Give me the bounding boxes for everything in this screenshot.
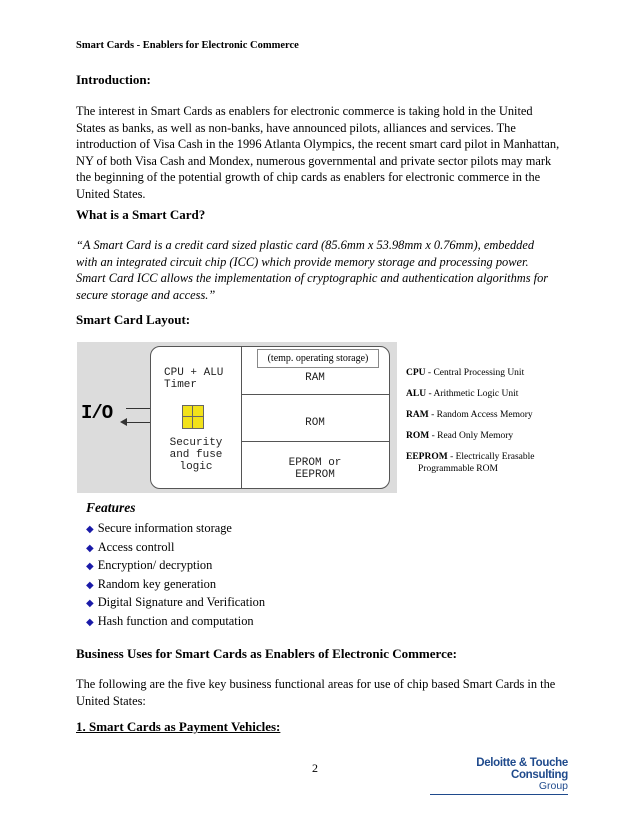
legend-text: - Random Access Memory [428,410,533,420]
intro-line: NY of both Visa Cash and Mondex, numerous governmental and private sector pilots may mark [76,153,552,168]
feature-text: Digital Signature and Verification [97,595,266,610]
business-line: United States: [76,693,146,708]
legend-abbr: RAM [406,410,429,420]
business-line: The following are the five key business functional areas for use of chip based Smart Cards in the [76,677,556,691]
diamond-bullet-icon: ◆ [86,616,94,628]
legend-text: - Read Only Memory [429,431,514,441]
what-heading: What is a Smart Card? [76,207,206,222]
diamond-bullet-icon: ◆ [86,542,94,554]
feature-text: Encryption/ decryption [97,558,213,573]
security-label [167,437,225,473]
feature-text: Secure information storage [97,521,232,535]
intro-heading: Introduction: [76,72,151,87]
quote-line: “A Smart Card is a credit card sized plastic card (85.6mm x 53.98mm x 0.76mm), embedded [76,238,535,252]
security-line: and fuse [169,449,223,461]
quote-line: secure storage and access.” [76,287,216,302]
running-header: Smart Cards - Enablers for Electronic Commerce [76,40,299,51]
security-line: Security [169,437,223,449]
eeprom-label [241,457,389,481]
legend-item [406,430,576,442]
payment-subheading: 1. Smart Cards as Payment Vehicles: [76,719,281,734]
page-number: 2 [312,761,318,775]
legend-continuation: Programmable ROM [418,464,498,474]
features-list [86,519,265,631]
rom-label: ROM [305,417,325,429]
legend-item [406,367,576,379]
list-item [86,538,265,557]
list-item [86,612,265,631]
eeprom-line: EPROM or [288,457,342,469]
io-label: I/O [81,402,113,424]
diamond-bullet-icon: ◆ [86,598,94,610]
diamond-bullet-icon: ◆ [86,524,94,535]
logo-underline [430,794,568,795]
feature-text: Random key generation [97,576,217,591]
divider [241,441,389,442]
intro-line: The interest in Smart Cards as enablers for electronic commerce is taking hold in the United [76,104,533,118]
feature-text: Access controll [97,539,175,554]
timer-label: Timer [164,379,198,391]
arrow-out-head-icon [120,418,127,426]
cpu-label: CPU + ALU [164,367,224,379]
ram-label: RAM [305,372,325,384]
security-line: logic [179,461,213,473]
diamond-bullet-icon: ◆ [86,579,94,591]
legend-abbr: CPU [406,368,426,378]
list-item [86,593,265,612]
diamond-bullet-icon: ◆ [86,561,94,573]
quote-line: with an integrated circuit chip (ICC) which provide memory storage and processing power. [76,254,529,269]
legend-item [406,409,576,421]
chip-icon [182,405,204,429]
business-paragraph [76,676,566,709]
features-heading: Features [86,500,136,515]
intro-line: States as banks, as well as non-banks, have announced pilots, alliances and services. The [76,120,516,135]
divider [241,394,389,395]
legend-text: - Arithmetic Logic Unit [426,389,519,399]
legend-abbr: ROM [406,431,430,441]
legend-text: - Central Processing Unit [425,368,525,378]
legend-item [406,451,576,463]
quote-line: Smart Card ICC allows the implementation of cryptographic and authentication algorithms for [76,271,549,286]
legend-item [406,388,576,400]
intro-line: the beginning of the potential growth of chip cards as enablers for electronic commerce in the [76,170,541,185]
eeprom-line: EEPROM [295,469,335,481]
legend-abbr: EEPROM [406,452,448,462]
intro-paragraph [76,103,566,203]
layout-heading: Smart Card Layout: [76,312,191,327]
intro-line: introduction of Visa Cash in the 1996 Atlanta Olympics, the recent smart card pilot in Manhattan, [76,137,560,152]
list-item [86,575,265,594]
list-item [86,519,265,538]
logo-line: Deloitte & Touche Consulting [476,757,568,781]
feature-text: Hash function and computation [97,613,254,628]
list-item [86,556,265,575]
temp-storage-note: (temp. operating storage) [257,349,379,368]
legend-text: - Electrically Erasable [447,452,535,462]
legend-abbr: ALU [406,389,427,399]
company-logo [430,757,568,795]
logo-line: Group [538,780,568,792]
business-heading: Business Uses for Smart Cards as Enablers of Electronic Commerce: [76,646,457,661]
intro-line: United States. [76,186,146,201]
definition-quote [76,237,566,303]
